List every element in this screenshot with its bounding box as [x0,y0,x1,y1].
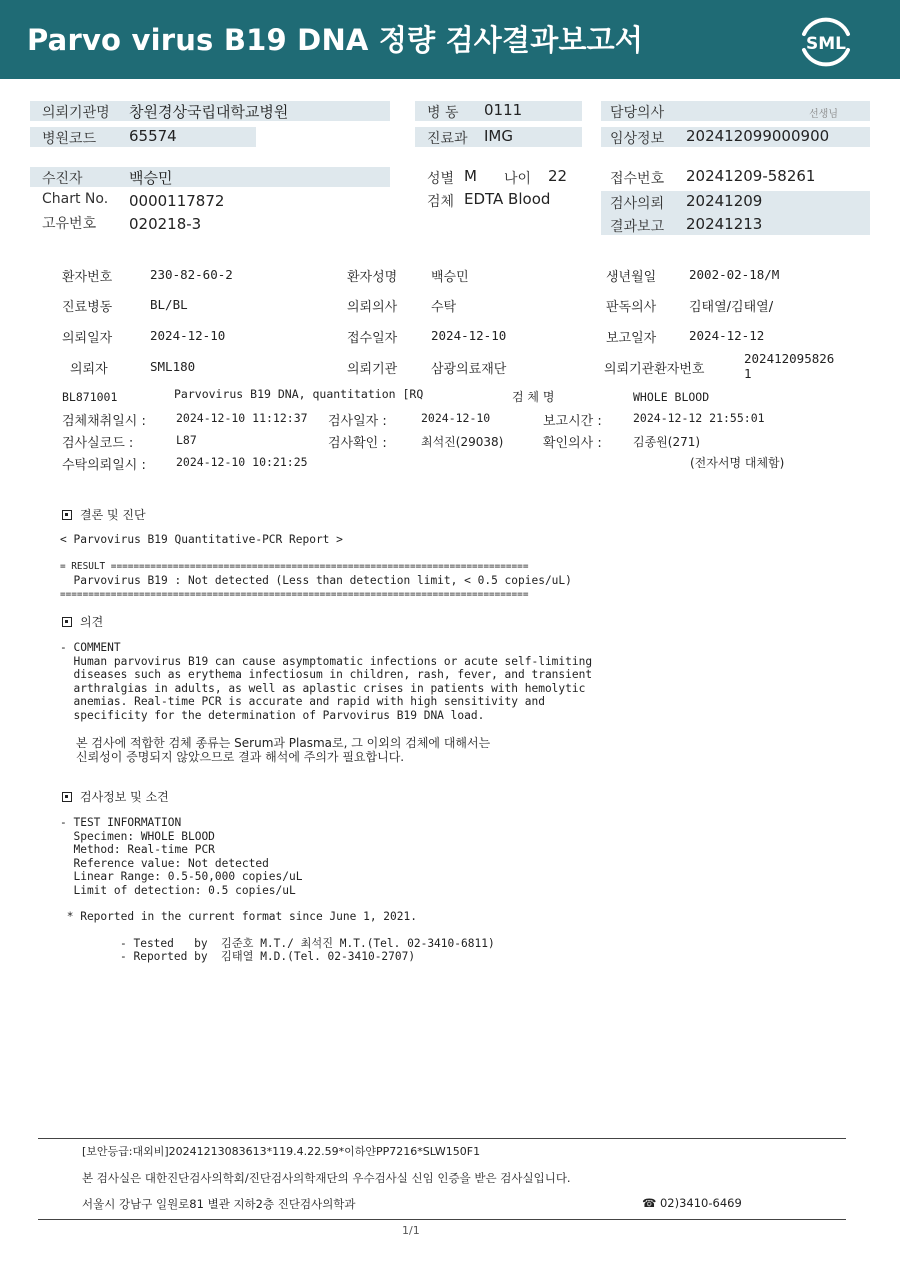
opinion-heading [62,613,103,630]
req-institution-label: 의뢰기관 [347,362,398,377]
opinion-title: 의견 [80,615,104,629]
report-title: Parvo virus B19 DNA 정량 검사결과보고서 [27,23,644,57]
test-code: BL871001 [62,390,118,404]
patient-no-value: 230-82-60-2 [150,267,233,282]
receipt-value: 20241209-58261 [686,167,816,185]
logo-text: SML [806,34,846,54]
clinical-label: 임상정보 [610,131,665,147]
certification-line: 본 검사실은 대한진단검사의학회/진단검사의학재단의 우수검사실 신임 인증을 받은 검사실입니다. [82,1171,571,1185]
confirm-doctor-value: 김종원(271) [633,435,701,449]
tested-by: - Tested by 김준호 M.T./ 최석진 M.T.(Tel. 02-3410-6811) [120,937,495,950]
result-report-value: 20241213 [686,215,763,233]
reported-by: - Reported by 김태열 M.D.(Tel. 02-3410-2707) [120,950,416,963]
page-number: 1/1 [402,1224,420,1237]
requester-label: 의뢰자 [70,362,108,377]
doctor-suffix: 선생님 [809,109,838,120]
report-time-value: 2024-12-12 21:55:01 [633,411,765,425]
consign-time-label: 수탁의뢰일시 : [62,458,146,473]
test-date-value: 2024-12-10 [421,411,491,425]
reported-since: * Reported in the current format since June 1, 2021. [60,910,417,923]
address-line: 서울시 강남구 일원로81 별관 지하2층 진단검사의학과 [82,1197,356,1211]
test-confirm-value: 최석진(29038) [421,435,504,449]
sml-logo-icon [796,12,856,68]
comment-line: specificity for the determination of Parvovirus B19 DNA load. [60,709,485,722]
ward-value: 0111 [484,101,523,119]
square-bullet-icon [62,792,72,802]
lab-code-label: 검사실코드 : [62,436,134,451]
report-date-label: 보고일자 [606,331,657,346]
comment-line: anemias. Real-time PCR is accurate and rapid with high sensitivity and [60,695,545,708]
patient-box [30,167,390,187]
clinical-value: 202412099000900 [686,127,830,145]
chart-label: Chart No. [42,191,109,207]
req-doctor-value: 수탁 [431,300,457,315]
institution-value: 창원경상국립대학교병원 [129,103,289,121]
phone-line: ☎ 02)3410-6469 [642,1196,742,1210]
comment-line: diseases such as erythema infectiosum in children, rash, fever, and transient [60,668,593,681]
age-label: 나이 [504,171,532,187]
specimen-name-value: WHOLE BLOOD [633,390,710,404]
patient-label: 수진자 [42,171,83,187]
inst-patient-no-value: 202412095826 [744,351,835,366]
dept-value: IMG [484,127,513,145]
ward-row-label: 진료병동 [62,300,113,315]
req-institution-value: 삼광의료재단 [431,362,507,377]
conclusion-heading [62,506,146,523]
collect-time-value: 2024-12-10 11:12:37 [176,411,308,425]
esign-note: (전자서명 대체함) [690,456,785,470]
birth-value: 2002-02-18/M [689,267,780,282]
test-name: Parvovirus B19 DNA, quantitation [RQ [174,387,424,401]
patient-name-label: 환자성명 [347,270,398,285]
result-report-label: 결과보고 [610,219,665,235]
testinfo-line: Limit of detection: 0.5 copies/uL [60,884,296,897]
unique-value: 020218-3 [129,215,202,233]
consign-time-value: 2024-12-10 10:21:25 [176,455,308,469]
hospital-code-value: 65574 [129,127,177,145]
req-doctor-label: 의뢰의사 [347,300,398,315]
testinfo-line: Reference value: Not detected [60,857,269,870]
lab-code-value: L87 [176,433,197,447]
square-bullet-icon [62,510,72,520]
age-value: 22 [548,167,568,185]
receipt-label: 접수번호 [610,171,665,187]
req-date-label: 의뢰일자 [62,331,113,346]
request-label: 검사의뢰 [610,196,665,212]
reading-doctor-value: 김태열/김태열/ [689,300,774,315]
report-heading: < Parvovirus B19 Quantitative-PCR Report > [60,533,343,546]
receipt-date-label: 접수일자 [347,331,398,346]
inst-patient-no-value-2: 1 [744,366,752,381]
confirm-doctor-label: 확인의사 : [543,436,602,451]
result-line-2: Parvovirus B19 : Not detected (Less than detection limit, < 0.5 copies/uL) [60,574,572,587]
patient-no-label: 환자번호 [62,270,113,285]
receipt-date-value: 2024-12-10 [431,328,507,343]
reading-doctor-label: 판독의사 [606,300,657,315]
patient-name-value: 백승민 [431,270,469,285]
specimen-label: 검체 [427,194,455,210]
security-line: [보안등급:대외비]20241213083613*119.4.22.59*이하얀PP7216*SLW150F1 [82,1145,481,1158]
doctor-label: 담당의사 [610,105,665,121]
report-time-label: 보고시간 : [543,414,602,429]
comment-line: Human parvovirus B19 can cause asymptomatic infections or acute self-limiting [60,655,593,668]
footer-divider-bottom [38,1219,846,1220]
birth-label: 생년월일 [606,270,657,285]
testinfo-heading [62,788,169,805]
testinfo-line: Linear Range: 0.5-50,000 copies/uL [60,870,303,883]
ward-row-value: BL/BL [150,297,188,312]
report-date-value: 2024-12-12 [689,328,765,343]
collect-time-label: 검체채취일시 : [62,414,146,429]
chart-value: 0000117872 [129,192,225,210]
ward-label: 병 동 [427,105,459,121]
sex-value: M [464,167,477,185]
report-header [0,0,900,79]
comment-line: arthralgias in adults, as well as aplastic crises in patients with hemolytic [60,682,586,695]
korean-note-2: 신뢰성이 증명되지 않았으므로 결과 해석에 주의가 필요합니다. [76,750,405,764]
testinfo-title: 검사정보 및 소견 [80,790,169,804]
inst-patient-no-label: 의뢰기관환자번호 [604,362,705,377]
comment-line: - COMMENT [60,641,121,654]
result-line-1: = RESULT ========================================================================== [60,561,529,572]
requester-value: SML180 [150,359,196,374]
testinfo-line: - TEST INFORMATION [60,816,182,829]
footer-divider-top [38,1138,846,1139]
conclusion-title: 결론 및 진단 [80,508,146,522]
test-date-label: 검사일자 : [328,414,387,429]
specimen-value: EDTA Blood [464,190,551,208]
institution-label: 의뢰기관명 [42,105,110,121]
patient-value: 백승민 [129,169,173,187]
square-bullet-icon [62,617,72,627]
testinfo-line: Method: Real-time PCR [60,843,215,856]
testinfo-line: Specimen: WHOLE BLOOD [60,830,215,843]
test-confirm-label: 검사확인 : [328,436,387,451]
korean-note-1: 본 검사에 적합한 검체 종류는 Serum과 Plasma로, 그 이외의 검체에 대해서는 [76,736,491,750]
result-line-3: =================================================================================== [60,589,529,600]
sex-label: 성별 [427,171,455,187]
dept-label: 진료과 [427,131,468,147]
specimen-name-label: 검 체 명 [512,390,555,404]
request-value: 20241209 [686,192,763,210]
req-date-value: 2024-12-10 [150,328,226,343]
hospital-code-label: 병원코드 [42,131,97,147]
unique-label: 고유번호 [42,216,97,232]
